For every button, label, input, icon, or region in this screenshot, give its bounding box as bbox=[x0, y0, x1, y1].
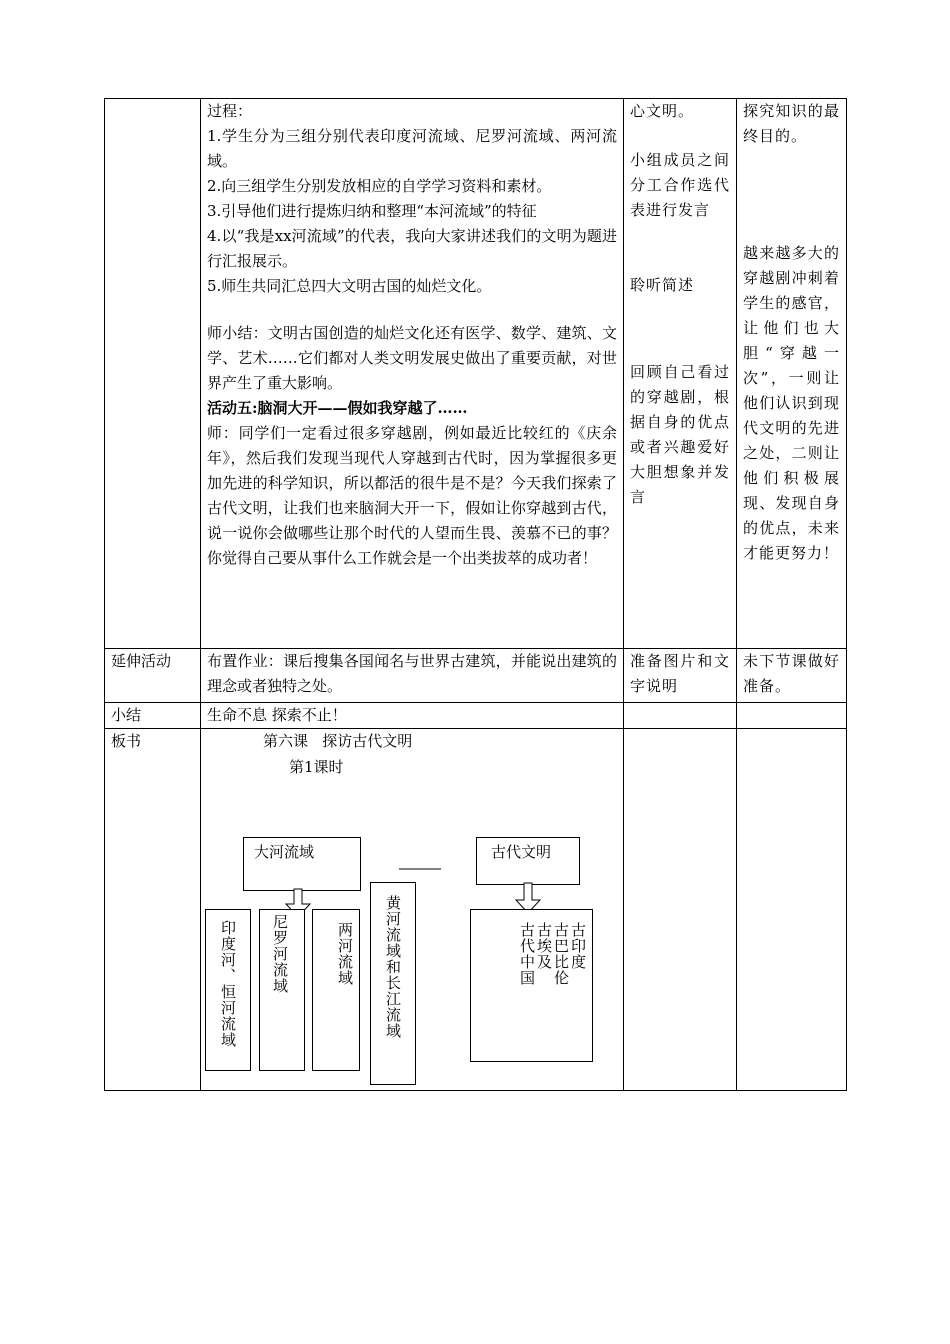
summary-content: 生命不息 探索不止！ bbox=[201, 703, 624, 729]
intent-text-b: 越来越多大的穿越剧冲刺着学生的感官，让他们也大胆“穿越一次”，一则让他们认识到现代文明的先进之处，二则让他们积极展现、发现自身的优点，未来才能更努力！ bbox=[743, 244, 840, 562]
indus-river-label: 印度河、恒河流域 bbox=[219, 920, 237, 1048]
board-intent bbox=[737, 729, 847, 1091]
board-content-cell bbox=[201, 729, 624, 1091]
nile-river-label: 尼罗河流域 bbox=[271, 914, 289, 994]
extension-row bbox=[105, 649, 847, 703]
process-step-4: 4.以“我是xx河流域”的代表，我向大家讲述我们的文明为题进行汇报展示。 bbox=[207, 227, 617, 270]
board-subtitle: 第1课时 bbox=[289, 758, 344, 776]
summary-intent bbox=[737, 703, 847, 729]
river-basin-label: 大河流域 bbox=[254, 843, 315, 861]
process-step-1: 1.学生分为三组分别代表印度河流域、尼罗河流域、两河流域。 bbox=[207, 127, 617, 170]
civilization-columns bbox=[519, 922, 586, 986]
extension-student: 准备图片和文字说明 bbox=[624, 649, 737, 703]
two-rivers-label: 两河流域 bbox=[336, 922, 354, 986]
process-content-cell bbox=[201, 99, 624, 649]
design-intent-cell bbox=[737, 99, 847, 649]
intent-text-a: 探究知识的最终目的。 bbox=[743, 102, 840, 145]
process-heading: 过程： bbox=[207, 102, 253, 120]
board-label: 板书 bbox=[105, 729, 201, 1091]
summary-student bbox=[624, 703, 737, 729]
student-activity-cell bbox=[624, 99, 737, 649]
student-text-a: 心文明。 bbox=[630, 102, 695, 120]
board-title: 第六课 探访古代文明 bbox=[263, 732, 413, 750]
civ-egypt: 古埃及 bbox=[535, 922, 553, 970]
student-text-c: 聆听简述 bbox=[630, 276, 695, 294]
process-step-2: 2.向三组学生分别发放相应的自学学习资料和素材。 bbox=[207, 177, 552, 195]
civ-india: 古印度 bbox=[569, 922, 587, 970]
lesson-plan-table bbox=[104, 98, 847, 1091]
yellow-yangtze-box bbox=[370, 882, 416, 1085]
board-row bbox=[105, 729, 847, 1091]
blackboard-diagram bbox=[201, 729, 623, 1085]
process-step-5: 5.师生共同汇总四大文明古国的灿烂文化。 bbox=[207, 277, 492, 295]
civ-china: 古代中国 bbox=[518, 922, 536, 986]
civ-babylon: 古巴比伦 bbox=[552, 922, 570, 986]
summary-label: 小结 bbox=[105, 703, 201, 729]
student-text-d: 回顾自己看过的穿越剧，根据自身的优点或者兴趣爱好大胆想象并发言 bbox=[630, 363, 730, 506]
student-text-b: 小组成员之间分工合作选代表进行发言 bbox=[630, 151, 730, 219]
nile-river-box bbox=[259, 909, 305, 1071]
process-step-3: 3.引导他们进行提炼归纳和整理“本河流域”的特征 bbox=[207, 202, 537, 220]
board-student bbox=[624, 729, 737, 1091]
ancient-civ-label: 古代文明 bbox=[491, 843, 552, 861]
extension-content: 布置作业：课后搜集各国闻名与世界古建筑，并能说出建筑的理念或者独特之处。 bbox=[201, 649, 624, 703]
activity-five-title: 活动五:脑洞大开——假如我穿越了…… bbox=[207, 399, 468, 417]
process-row bbox=[105, 99, 847, 649]
indus-river-box bbox=[205, 909, 251, 1071]
teacher-summary: 师小结：文明古国创造的灿烂文化还有医学、数学、建筑、文学、艺术……它们都对人类文明发展史做出了重要贡献，对世界产生了重大影响。 bbox=[207, 324, 617, 392]
process-label-cell bbox=[105, 99, 201, 649]
civilizations-box bbox=[470, 909, 593, 1062]
extension-intent: 未下节课做好准备。 bbox=[737, 649, 847, 703]
two-rivers-box bbox=[312, 909, 360, 1071]
extension-label: 延伸活动 bbox=[105, 649, 201, 703]
yellow-yangtze-label: 黄河流域和长江流域 bbox=[384, 895, 402, 1039]
activity-five-text: 师：同学们一定看过很多穿越剧，例如最近比较红的《庆余年》，然后我们发现当现代人穿越到古代时，因为掌握很多更加先进的科学知识，所以都活的很牛是不是？今天我们探索了古代文明，让我们也来脑洞大开一下，假如让你穿越到古代，说一说你会做哪些让那个时代的人望而生畏、羡慕不已的事？你觉得自己要从事什么工作就会是一个出类拔萃的成功者！ bbox=[207, 424, 617, 567]
summary-row bbox=[105, 703, 847, 729]
